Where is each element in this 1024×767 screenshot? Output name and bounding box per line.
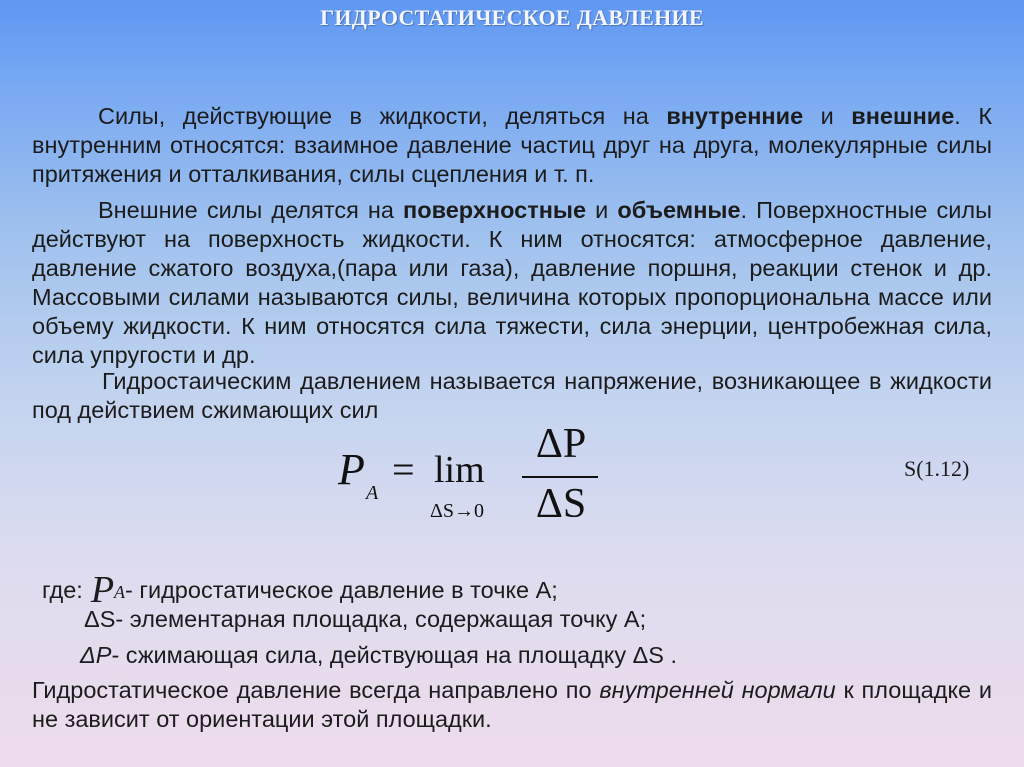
- term-inner-normal: внутренней нормали: [599, 677, 836, 703]
- term-external: внешние: [851, 103, 955, 129]
- fraction-line: [522, 476, 598, 478]
- definition-area: ΔS- элементарная площадка, содержащая точку А;: [84, 606, 647, 632]
- equation-number: S(1.12): [904, 456, 970, 481]
- paragraph-surface-volume-forces: Внешние силы делятся на поверхностные и объемные. Поверхностные силы действуют на поверхность жидкости. К ним относятся: атмосферное давление, давление сжатого воздуха,(пара или газа), давление поршня, реакции стенок и др. Массовыми силами называются силы, величина которых пропорциональна массе или объему жидкости. К ним относятся сила тяжести, сила энерции, центробежная сила, сила упругости и др.: [32, 197, 993, 368]
- slide-title: ГИДРОСТАТИЧЕСКОЕ ДАВЛЕНИЕ: [320, 5, 704, 30]
- term-volume: объемные: [617, 197, 741, 223]
- term-surface: поверхностные: [403, 197, 587, 223]
- formula-lhs-subscript: A: [366, 482, 379, 504]
- paragraph-pressure-definition: Гидростаическим давлением называется напряжение, возникающее в жидкости под действием сжимающих сил: [32, 368, 992, 423]
- formula-equals: =: [392, 447, 415, 492]
- symbol-delta-p: ΔP: [80, 642, 112, 668]
- term-internal: внутренние: [666, 103, 804, 129]
- paragraph-internal-external-forces: Силы, действующие в жидкости, деляться на внутренние и внешние. К внутренним относятся: взаимное давление частиц друг на друга, молекулярные силы притяжения и отталкивания, силы сцепления и т. п.: [32, 103, 993, 187]
- pressure-formula: [330, 421, 620, 544]
- formula-limit: lim: [434, 449, 485, 491]
- definition-pressure: где: PA- гидростатическое давление в точке А;: [42, 569, 558, 611]
- symbol-p-subscript: A: [114, 582, 126, 602]
- formula-limit-subscript: ΔS→0: [430, 500, 484, 522]
- paragraph-pressure-direction: Гидростатическое давление всегда направлено по внутренней нормали к площадке и не зависит от ориентации этой площадки.: [32, 677, 992, 732]
- symbol-p: P: [90, 569, 115, 611]
- formula-lhs: P: [338, 445, 365, 494]
- formula-denominator: ΔS: [535, 481, 587, 527]
- formula-numerator: ΔP: [535, 421, 587, 467]
- definition-force: ΔP- сжимающая сила, действующая на площадку ΔS .: [80, 642, 678, 668]
